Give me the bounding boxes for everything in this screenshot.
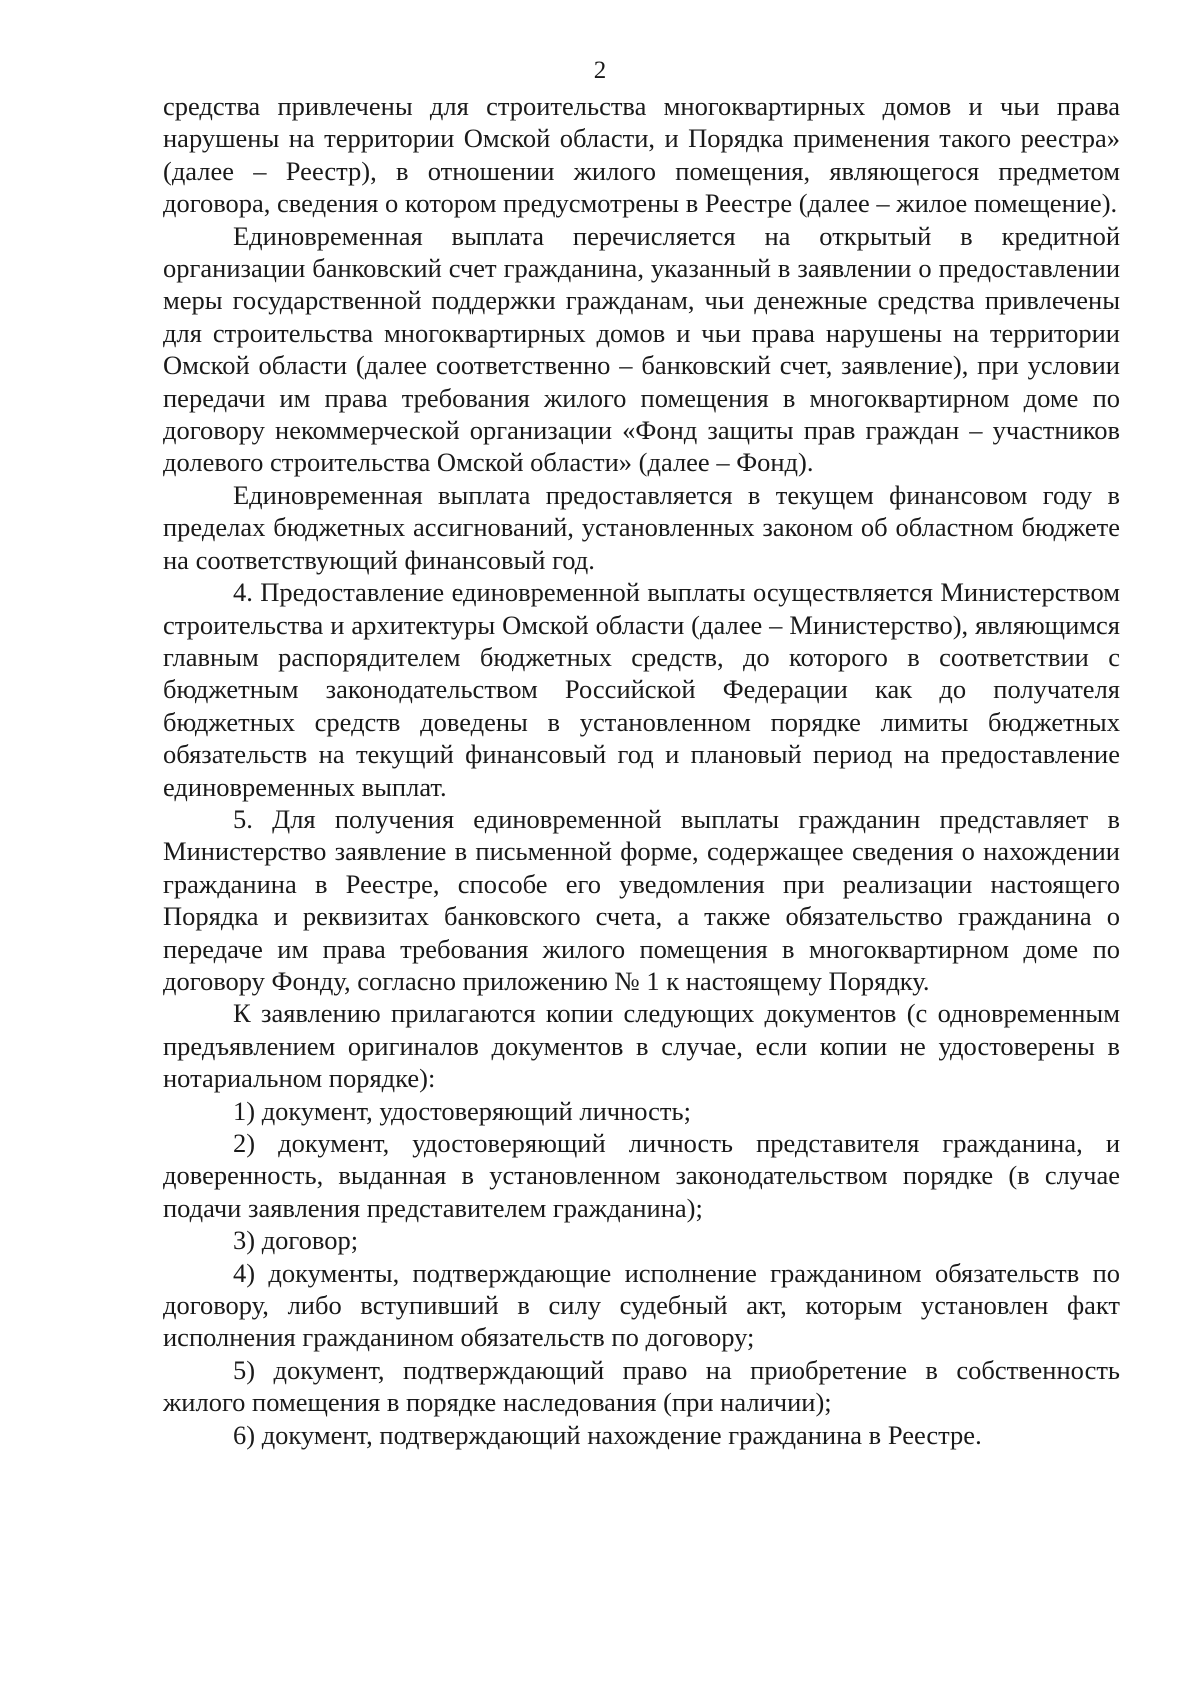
page-number: 2 bbox=[593, 57, 607, 84]
list-item-6: 6) документ, подтверждающий нахождение гражданина в Реестре. bbox=[233, 1419, 982, 1450]
list-item-5: 5) документ, подтверждающий право на приобретение в собственность жилого помещения в порядке наследования (при наличии); bbox=[163, 1354, 1120, 1418]
paragraph-item-5: 5. Для получения единовременной выплаты гражданин представляет в Министерство заявление в письменной форме, содержащее сведения о нахождении гражданина в Реестре, способе его уведомления при реализации настоящего Порядка и реквизитах банковского счета, а также обязательство гражданина о передаче им права требования жилого помещения в многоквартирном доме по договору Фонду, согласно приложению № 1 к настоящему Порядку. bbox=[163, 803, 1120, 996]
paragraph-payment-budget: Единовременная выплата предоставляется в текущем финансовом году в пределах бюджетных ассигнований, установленных законом об областном бюджете на соответствующий финансовый год. bbox=[163, 479, 1120, 575]
paragraph-attachments-intro: К заявлению прилагаются копии следующих документов (с одновременным предъявлением оригиналов документов в случае, если копии не удостоверены в нотариальном порядке): bbox=[163, 998, 1120, 1094]
list-item-3: 3) договор; bbox=[233, 1225, 359, 1256]
list-item-4: 4) документы, подтверждающие исполнение гражданином обязательств по договору, либо вступивший в силу судебный акт, которым установлен факт исполнения гражданином обязательств по договору; bbox=[163, 1257, 1120, 1353]
list-item-2: 2) документ, удостоверяющий личность представителя гражданина, и доверенность, выданная в установленном законодательством порядке (в случае подачи заявления представителем гражданина); bbox=[163, 1128, 1120, 1223]
paragraph-payment-transfer: Единовременная выплата перечисляется на открытый в кредитной организации банковский счет гражданина, указанный в заявлении о предоставлении меры государственной поддержки гражданам, чьи денежные средства привлечены для строительства многоквартирных домов и чьи права нарушены на территории Омской области (далее соответственно – банковский счет, заявление), при условии передачи им права требования жилого помещения в многоквартирном доме по договору некоммерческой организации «Фонд защиты прав граждан – участников долевого строительства Омской области» (далее – Фонд). bbox=[163, 220, 1120, 478]
paragraph-item-4: 4. Предоставление единовременной выплаты осуществляется Министерством строительства и архитектуры Омской области (далее – Министерство), являющимся главным распорядителем бюджетных средств, до которого в соответствии с бюджетным законодательством Российской Федерации как до получателя бюджетных средств доведены в установленном порядке лимиты бюджетных обязательств на текущий финансовый год и плановый период на предоставление единовременных выплат. bbox=[163, 577, 1120, 802]
document-body bbox=[163, 90, 1120, 1451]
list-item-1: 1) документ, удостоверяющий личность; bbox=[233, 1095, 691, 1126]
paragraph-continuation: средства привлечены для строительства многоквартирных домов и чьи права нарушены на территории Омской области, и Порядка применения такого реестра» (далее – Реестр), в отношении жилого помещения, являющегося предметом договора, сведения о котором предусмотрены в Реестре (далее – жилое помещение). bbox=[163, 91, 1120, 219]
